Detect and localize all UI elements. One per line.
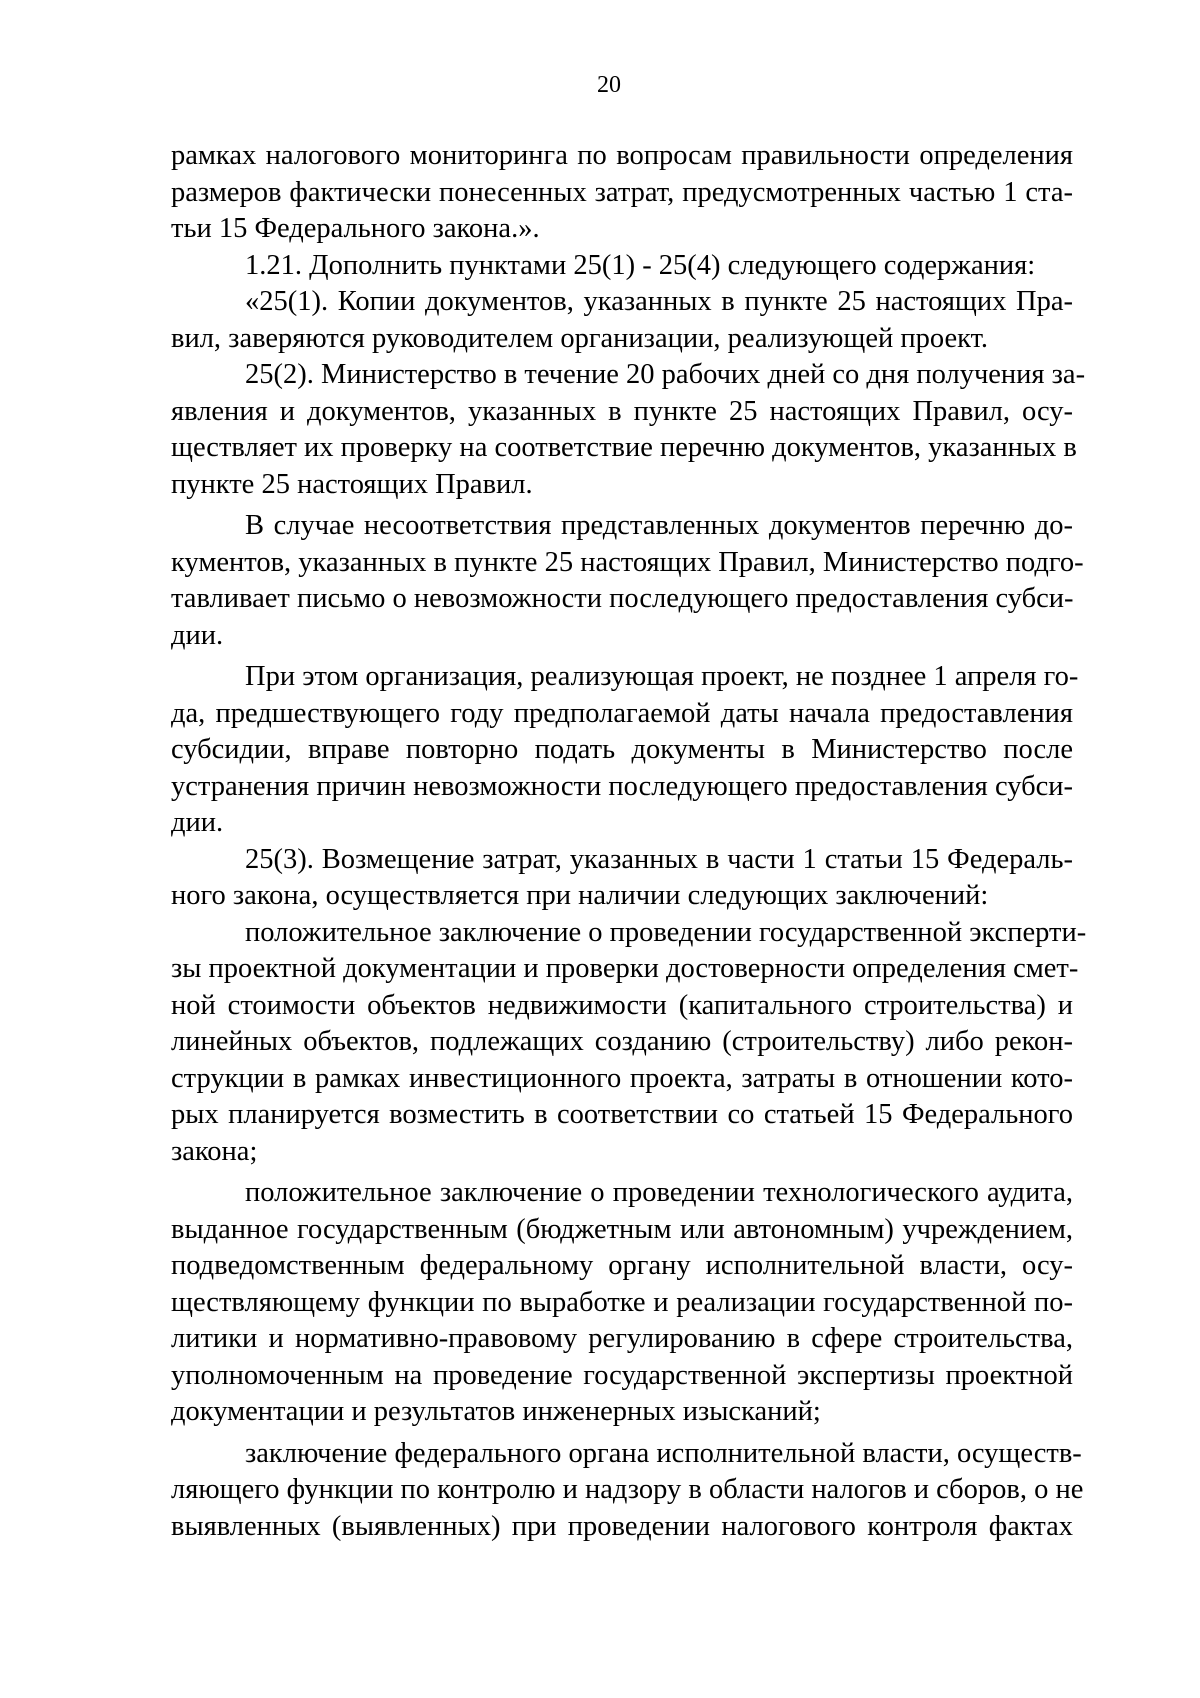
text-line: дии. (171, 807, 224, 838)
text-line: линейных объектов, подлежащих созданию (строительству) либо рекон- (171, 1026, 1073, 1057)
paragraph (171, 138, 1073, 248)
text-line: 25(2). Министерство в течение 20 рабочих дней со дня получения за- (245, 359, 1086, 390)
text-line: литики и нормативно-правовому регулированию в сфере строительства, (171, 1323, 1073, 1354)
text-line: положительное заключение о проведении государственной эксперти- (245, 916, 1087, 948)
text-line: струкции в рамках инвестиционного проекта, затраты в отношении кото- (171, 1062, 1073, 1094)
text-line: кументов, указанных в пункте 25 настоящих Правил, Министерство подго- (171, 546, 1084, 578)
text-line: выявленных (выявленных) при проведении налогового контроля фактах (171, 1510, 1073, 1542)
paragraph (171, 357, 1086, 503)
paragraph (171, 1175, 1073, 1431)
paragraph (171, 1436, 1084, 1546)
text-line: зы проектной документации и проверки достоверности определения смет- (171, 953, 1079, 984)
text-line: субсидии, вправе повторно подать документы в Министерство после (171, 734, 1073, 765)
text-line: положительное заключение о проведении технологического аудита, (245, 1177, 1073, 1208)
text-line: рамках налогового мониторинга по вопросам правильности определения (171, 140, 1073, 171)
text-line: ного закона, осуществляется при наличии следующих заключений: (171, 880, 989, 911)
text-line: да, предшествующего году предполагаемой даты начала предоставления (171, 697, 1073, 729)
text-line: выданное государственным (бюджетным или автономным) учреждением, (171, 1213, 1073, 1245)
text-line: ществляет их проверку на соответствие перечню документов, указанных в (171, 432, 1077, 463)
text-line: 25(3). Возмещение затрат, указанных в части 1 статьи 15 Федераль- (245, 843, 1073, 875)
text-line: ществляющему функции по выработке и реализации государственной по- (171, 1286, 1073, 1318)
text-line: При этом организация, реализующая проект, не позднее 1 апреля го- (245, 661, 1079, 692)
text-line: документации и результатов инженерных изысканий; (171, 1396, 821, 1427)
text-line: дии. (171, 619, 224, 651)
text-line: явления и документов, указанных в пункте 25 настоящих Правил, осу- (171, 395, 1073, 427)
text-line: тьи 15 Федерального закона.». (171, 213, 540, 244)
text-line: ляющего функции по контролю и надзору в области налогов и сборов, о не (171, 1474, 1084, 1505)
text-line: пункте 25 настоящих Правил. (171, 468, 533, 500)
text-line: вил, заверяются руководителем организации, реализующей проект. (171, 322, 989, 354)
text-line: закона; (171, 1135, 258, 1167)
text-line: размеров фактически понесенных затрат, предусмотренных частью 1 ста- (171, 176, 1073, 208)
text-line: ной стоимости объектов недвижимости (капитального строительства) и (171, 989, 1073, 1021)
paragraph (171, 659, 1079, 842)
text-line: 1.21. Дополнить пунктами 25(1) - 25(4) следующего содержания: (245, 249, 1036, 281)
document-body (171, 138, 1087, 1545)
text-line: тавливает письмо о невозможности последующего предоставления субси- (171, 583, 1074, 614)
paragraph (171, 915, 1087, 1171)
paragraph (171, 508, 1084, 654)
text-line: заключение федерального органа исполнительной власти, осуществ- (245, 1437, 1082, 1469)
text-line: рых планируется возместить в соответствии со статьей 15 Федерального (171, 1099, 1073, 1130)
page-number: 20 (597, 72, 621, 98)
text-line: уполномоченным на проведение государственной экспертизы проектной (171, 1359, 1073, 1391)
text-line: В случае несоответствия представленных документов перечню до- (245, 510, 1073, 541)
paragraph (171, 842, 1073, 915)
text-line: «25(1). Копии документов, указанных в пункте 25 настоящих Пра- (245, 286, 1073, 317)
text-line: устранения причин невозможности последующего предоставления субси- (171, 770, 1073, 802)
paragraph (171, 248, 1073, 285)
paragraph (171, 284, 1073, 357)
text-line: подведомственным федеральному органу исполнительной власти, осу- (171, 1250, 1073, 1281)
